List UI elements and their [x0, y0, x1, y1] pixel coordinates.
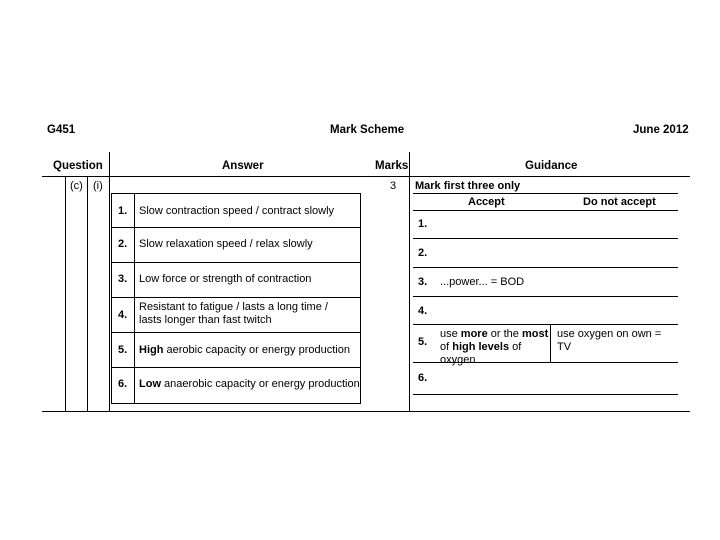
guidance-reject-5: use oxygen on own = TV [557, 328, 662, 353]
guidance-number-3: 3. [418, 276, 428, 288]
answer-text-5 [139, 344, 350, 357]
guidance-row-divider [413, 324, 678, 325]
accept-header: Accept [468, 196, 505, 208]
table-bottom-border [42, 411, 690, 412]
answer-column-divider [109, 152, 110, 411]
answer-text-4: Resistant to fatigue / lasts a long time / lasts longer than fast twitch [139, 301, 328, 326]
guidance-subheader-divider [413, 210, 678, 211]
answer-number-3: 3. [118, 273, 128, 285]
accept-reject-divider [550, 324, 551, 362]
guidance-row-divider [413, 394, 678, 395]
marks-value: 3 [390, 180, 397, 192]
answer-text-2: Slow relaxation speed / relax slowly [139, 238, 313, 250]
accept-5-emphasis-high-levels: high levels [452, 341, 510, 353]
accept-5-emphasis-more: more [460, 328, 488, 340]
marks-column-header: Marks [375, 160, 409, 172]
answer-text-6 [139, 378, 360, 391]
answer-number-6: 6. [118, 378, 128, 390]
page-title: Mark Scheme [330, 124, 405, 136]
guidance-row-divider [413, 238, 678, 239]
guidance-row-divider [413, 296, 678, 297]
answer-list [111, 193, 361, 404]
question-part-divider [65, 176, 66, 411]
question-part: (c) [70, 180, 83, 192]
guidance-number-5: 5. [418, 336, 428, 348]
answer-column-header: Answer [222, 160, 264, 172]
answer-number-5: 5. [118, 344, 128, 356]
answer-rest-6: anaerobic capacity or energy production [161, 378, 360, 390]
guidance-number-1: 1. [418, 218, 428, 230]
accept-5-part-b: or the [487, 328, 522, 340]
guidance-number-4: 4. [418, 305, 428, 317]
answer-emphasis-6: Low [139, 378, 161, 390]
accept-5-part-c: of [440, 341, 453, 353]
guidance-note-underline [413, 193, 678, 194]
question-sub: (i) [93, 180, 103, 192]
answer-number-1: 1. [118, 205, 128, 217]
accept-5-part-a: use [440, 328, 461, 340]
guidance-number-2: 2. [418, 247, 428, 259]
guidance-note: Mark first three only [415, 180, 521, 192]
answer-rest-5: aerobic capacity or energy production [163, 344, 350, 356]
guidance-accept-3: ...power... = BOD [440, 276, 525, 288]
answer-emphasis-5: High [139, 344, 164, 356]
exam-date: June 2012 [633, 124, 689, 136]
exam-code: G451 [47, 124, 76, 136]
guidance-accept-5 [440, 328, 550, 367]
guidance-column-header: Guidance [525, 160, 578, 172]
answer-number-2: 2. [118, 238, 128, 250]
guidance-number-6: 6. [418, 372, 428, 384]
guidance-row-divider [413, 267, 678, 268]
guidance-column-divider [409, 152, 410, 411]
answer-text-1: Slow contraction speed / contract slowly [139, 205, 335, 217]
answer-number-4: 4. [118, 309, 128, 321]
accept-5-emphasis-most: most [521, 328, 549, 340]
header-divider [42, 176, 690, 177]
do-not-accept-header: Do not accept [583, 196, 656, 208]
question-sub-divider [87, 176, 88, 411]
accept-5-part-d: of oxygen [440, 341, 522, 366]
answer-text-3: Low force or strength of contraction [139, 273, 312, 285]
question-column-header: Question [53, 160, 103, 172]
